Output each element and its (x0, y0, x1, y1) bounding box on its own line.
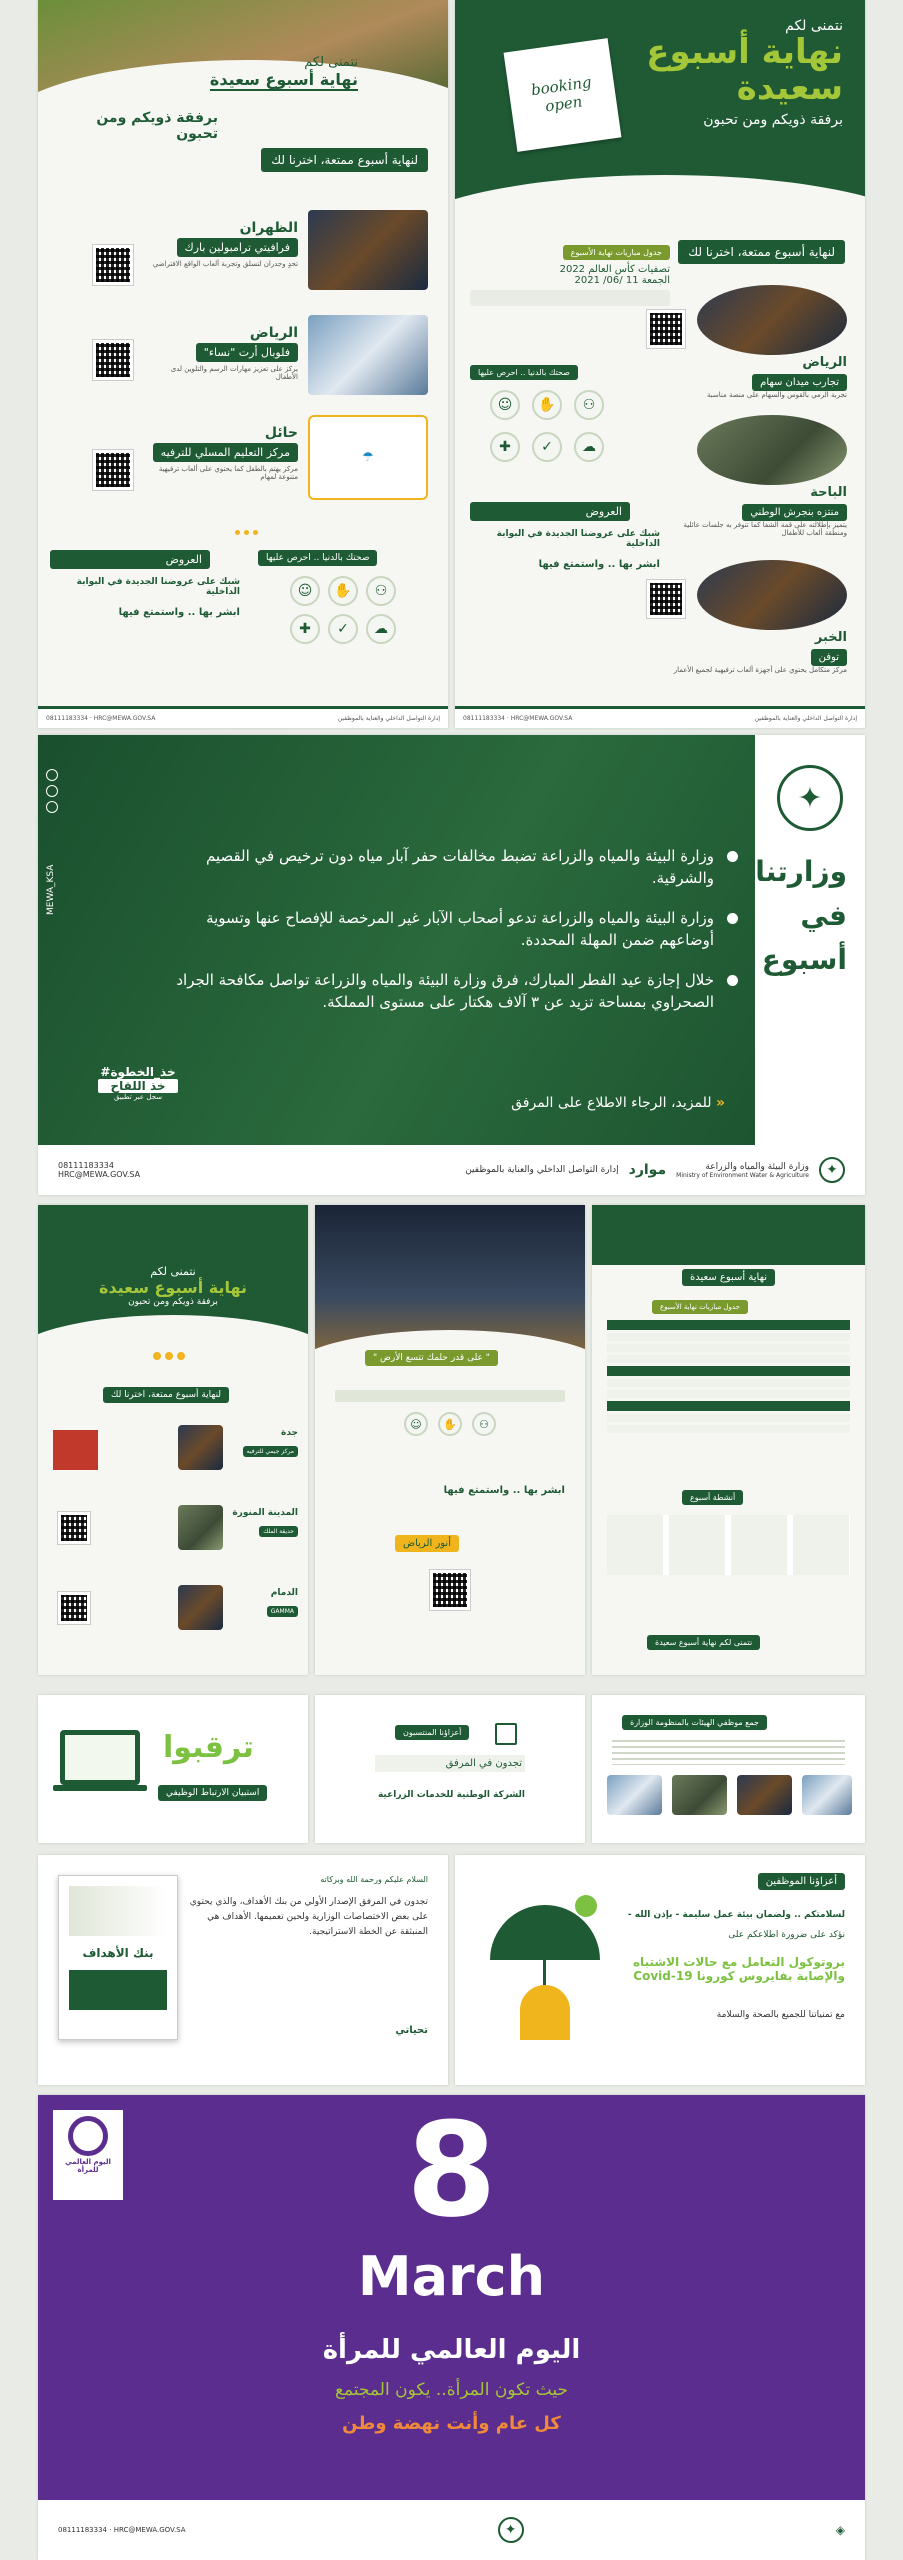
cough-icon: ☁ (574, 432, 604, 462)
label: أعزاؤنا المنتسبون (395, 1725, 469, 1740)
ministry-logo-icon: ✦ (819, 1157, 845, 1183)
march-footer: 08111183334 · HRC@MEWA.GOV.SA ✦ ◈ (38, 2500, 865, 2560)
place-city: جدة (281, 1428, 298, 1438)
greeting: نتمنى لكم (785, 18, 843, 34)
greeting: نتمنى لكم (150, 1265, 196, 1278)
social-handle (42, 765, 62, 965)
place-desc: تحدٍ وجدران لتسلق وتجربة ألعاب الواقع الافتراضي (152, 260, 298, 268)
divider-dots (233, 520, 260, 539)
survey-title: ترقبوا (163, 1730, 254, 1765)
place-photo (697, 415, 847, 485)
place-row (48, 1500, 298, 1570)
offers-section (50, 548, 240, 618)
bullet-icon (727, 975, 738, 986)
section-title: لنهاية أسبوع ممتعة، اخترنا لك (261, 148, 428, 172)
phone: 08111183334 (58, 1161, 114, 1170)
title: نهاية أسبوع سعيدة (98, 1278, 248, 1297)
place-photo (178, 1425, 223, 1470)
place-row (647, 560, 847, 690)
info-lines (612, 1740, 845, 1765)
distance-icon: ⚇ (366, 576, 396, 606)
wish: مع تمنياتنا للجميع بالصحة والسلامة (716, 2010, 845, 2020)
survey-subtitle: استبيان الارتباط الوظيفي (158, 1785, 267, 1801)
weekend-poster-4 (315, 1205, 585, 1675)
place-city: الرياض (249, 325, 298, 341)
handle-text: MEWA_KSA (46, 864, 56, 915)
distance-icon: ⚇ (472, 1412, 496, 1436)
dept: إدارة التواصل الداخلي والعناية بالموظفين (465, 1165, 619, 1175)
laptop-icon (60, 1730, 140, 1785)
title: نهاية أسبوع سعيدة (646, 32, 843, 108)
book-title: بنك الأهداف (82, 1946, 154, 1960)
place-photo (697, 560, 847, 630)
place-city: الرياض (802, 355, 847, 370)
ministry-logo-icon: ✦ (777, 765, 843, 831)
quote: " على قدر حلمك تتسع الأرض " (365, 1350, 498, 1366)
health-title: صحتك بالدنيا .. احرص عليها (258, 550, 377, 566)
qr-code (647, 310, 685, 348)
qr-code (430, 1570, 470, 1610)
place-row (647, 415, 847, 540)
email: HRC@MEWA.GOV.SA (113, 2526, 186, 2534)
cta: ابشر بها .. واستمتع فيها (443, 1485, 565, 1496)
place-name: فرافيتي ترامبولين بارك (177, 238, 298, 257)
label: أعزاؤنا الموظفين (758, 1873, 845, 1890)
qr-code (58, 1592, 90, 1624)
mask-icon: ☺ (404, 1412, 428, 1436)
place-name: مركز جيمي للترفيه (243, 1446, 298, 1457)
photo-2 (672, 1775, 727, 1815)
goals-book (58, 1875, 178, 2040)
sanitizer-icon: ✚ (290, 614, 320, 644)
goals-bank-card (38, 1855, 448, 2085)
place-desc: يتميز بإطلالته على قمة الشفا كما تتوفر به جلسات عائلية ومنطقة ألعاب للأطفال (683, 521, 847, 537)
divider-dots (151, 1345, 187, 1364)
place-desc: مركز يهتم بالطفل كما يحتوي على ألعاب ترفيهية متنوعة لمهام (158, 465, 298, 481)
phone: 08111183334 (46, 715, 88, 722)
place-desc: يركز على تعزيز مهارات الرسم والتلوين لدى الأطفال (170, 365, 298, 381)
email: HRC@MEWA.GOV.SA (58, 1170, 141, 1179)
place-photo (178, 1585, 223, 1630)
distance-icon: ⚇ (574, 390, 604, 420)
ministry-logo-icon: ✦ (498, 2517, 524, 2543)
place-row (58, 315, 428, 405)
subtitle: برفقة ذويكم ومن تحبون (96, 110, 218, 142)
qr-code (93, 245, 133, 285)
ministry-en: Ministry of Environment Water & Agriculture (676, 1171, 809, 1179)
survey-card (38, 1695, 308, 1843)
weekend-poster-2 (455, 0, 865, 728)
place-row (48, 1580, 298, 1650)
weekend-poster-3 (38, 1205, 308, 1675)
announcement-card (315, 1695, 585, 1843)
offers-section (470, 500, 660, 570)
document-icon (495, 1723, 517, 1745)
weekly-banner (38, 735, 865, 1195)
place-row (58, 415, 428, 505)
agencies-card (592, 1695, 865, 1843)
phone: 08111183334 (58, 2526, 107, 2534)
place-photo (178, 1505, 223, 1550)
photo-1 (607, 1775, 662, 1815)
title: اليوم العالمي للمرأة (322, 2335, 581, 2365)
closing: تحياتي (395, 2025, 428, 2036)
day-number: 8 (406, 2095, 497, 2246)
news-item: خلال إجازة عيد الفطر المبارك، فرق وزارة البيئة والمياه والزراعة تواصل مكافحة الجراد الصحراوي بمساحة تزيد عن ٣ آلاف هكتار على مستوى المملكة. (158, 969, 738, 1013)
place-photo (308, 315, 428, 395)
youtube-icon[interactable] (46, 801, 58, 813)
qr-code (93, 340, 133, 380)
place-photo (308, 210, 428, 290)
photo-3 (737, 1775, 792, 1815)
place-desc: تجربة الرمي بالقوس والسهام على منصة مناسبة (707, 391, 847, 399)
match-bar (470, 290, 670, 306)
place-row (48, 1420, 298, 1490)
greeting: السلام عليكم ورحمة الله وبركاته (320, 1875, 428, 1884)
offers-text: شبك على عروضنا الجديدة في البوابة الداخلية (76, 577, 240, 597)
booking-text: booking open (529, 72, 593, 116)
product-box (53, 1430, 98, 1470)
section-title: لنهاية أسبوع ممتعة، اخترنا لك (678, 240, 845, 264)
line1: تجدون في المرفق (375, 1755, 525, 1772)
place-name: توفن (811, 649, 847, 666)
place-name: مركز التعليم المسلي للترفيه (153, 443, 298, 462)
place-city: الباحة (810, 485, 847, 500)
cough-icon: ☁ (366, 614, 396, 644)
greeting: لسلامتكم .. ولضمان بيئة عمل سليمة - بإذن الله - (627, 1910, 845, 1920)
more-link[interactable]: « للمزيد، الرجاء الاطلاع على المرفق (511, 1095, 725, 1111)
protocol: بروتوكول التعامل مع حالات الاشتباه والإصابة بفايروس كورونا Covid-19 (632, 1955, 845, 1983)
phone: 08111183334 (463, 715, 505, 722)
email: HRC@MEWA.GOV.SA (510, 715, 573, 722)
agencies-title: جمع موظفي الهيئات بالمنظومة الوزارة (622, 1715, 767, 1730)
place-photo (697, 285, 847, 355)
news-item: وزارة البيئة والمياه والزراعة تدعو أصحاب الآبار غير المرخصة للإفصاح عنها وتسوية أوضاعهم ضمن المهلة المحددة. (158, 907, 738, 951)
womens-day-poster (38, 2095, 865, 2560)
health-section (258, 545, 433, 644)
place-desc: مركز متكامل يحتوي على أجهزة ألعاب ترفيهية لجميع الأعمار (673, 666, 847, 674)
title-line: في (800, 899, 847, 932)
worldcup-sub: تصفيات كأس العالم 2022 (559, 264, 670, 275)
banner-title (755, 850, 847, 982)
instagram-icon[interactable] (46, 785, 58, 797)
sanitizer-icon: ✚ (490, 432, 520, 462)
double-chevron-icon: « (715, 1095, 725, 1111)
cinema-name: أنور الرياض (395, 1535, 459, 1552)
section-title: لنهاية أسبوع ممتعة، اخترنا لك (103, 1387, 229, 1403)
place-city: الظهران (239, 220, 298, 236)
mask-icon: ☺ (290, 576, 320, 606)
banner-footer (38, 1145, 865, 1195)
covid-protocol-card (455, 1855, 865, 2085)
campaign-hashtag: #خذ_الخطوة (100, 1065, 176, 1079)
place-name: GAMMA (267, 1606, 298, 1617)
place-name: حديقة الملك (259, 1526, 298, 1537)
activities-grid (607, 1515, 850, 1575)
umbrella-illustration (480, 1895, 610, 2045)
offers-text: شبك على عروضنا الجديدة في البوابة الداخلية (496, 529, 660, 549)
wash-hands-icon: ✋ (532, 390, 562, 420)
qr-code (647, 580, 685, 618)
wash-hands-icon: ✋ (438, 1412, 462, 1436)
place-city: الدمام (270, 1588, 298, 1598)
vaccine-campaign (98, 1065, 178, 1101)
body: تجدون في المرفق الإصدار الأولي من بنك الأهداف، والذي يحتوي على بعض الاختصاصات الوزارية ولحين تعميمها. الأهداف هي المنبثقة عن الخطة الاستراتيجية. (189, 1897, 428, 1937)
offers-label: العروض (470, 502, 630, 521)
subtitle: برفقة ذويكم ومن تحبون (703, 112, 843, 128)
virus-icon (575, 1895, 597, 1917)
schedule-title: جدول مباريات نهاية الأسبوع (652, 1300, 748, 1314)
activities-label: أنشطة أسبوع (682, 1490, 743, 1505)
reminder: نؤكد على ضرورة اطلاعكم على (728, 1930, 845, 1940)
title: نهاية أسبوع سعيدة (682, 1269, 775, 1286)
title-line: وزارتنا (755, 855, 847, 888)
health-section (470, 360, 670, 462)
footer-dept: إدارة التواصل الداخلي والعناية بالموظفين (337, 715, 440, 722)
weekend-poster-1 (38, 0, 448, 728)
footer-dept: إدارة التواصل الداخلي والعناية بالموظفين (754, 715, 857, 722)
news-list (158, 845, 738, 1013)
wash-hands-icon: ✋ (328, 576, 358, 606)
brand: موارد (628, 1162, 667, 1178)
line2: الشركة الوطنية للخدمات الزراعية (377, 1790, 525, 1800)
place-row (58, 210, 428, 300)
footer: 08111183334 · HRC@MEWA.GOV.SA إدارة التواصل الداخلي والعناية بالموظفين (455, 706, 865, 728)
title: نهاية أسبوع سعيدة (209, 70, 358, 89)
place-name: فلوبال أرت "نساء" (196, 343, 298, 362)
offers-cta: ابشر بها .. واستمتع فيها (118, 607, 240, 618)
schedule-table (607, 1320, 850, 1470)
worldcup-box (470, 240, 670, 306)
greeting: نتمنى لكم (709, 1255, 748, 1265)
photo-4 (802, 1775, 852, 1815)
closing: نتمنى لكم نهاية أسبوع سعيدة (647, 1635, 760, 1650)
mask-icon: ☺ (490, 390, 520, 420)
offers-label: العروض (50, 550, 210, 569)
booking-note (504, 38, 622, 152)
qr-code (58, 1512, 90, 1544)
badge-text: اليوم العالمي للمرأة (65, 2158, 111, 2174)
email: HRC@MEWA.GOV.SA (93, 715, 156, 722)
subtitle: برفقة ذويكم ومن تحبون (128, 1297, 218, 1307)
place-name: منتزه بنجرش الوطني (742, 504, 847, 521)
twitter-icon[interactable] (46, 769, 58, 781)
health-title: صحتك بالدنيا .. احرص عليها (470, 365, 578, 380)
footer: 08111183334 · HRC@MEWA.GOV.SA إدارة التواصل الداخلي والعناية بالموظفين (38, 706, 448, 728)
month: March (357, 2245, 546, 2308)
news-item: وزارة البيئة والمياه والزراعة تضبط مخالفات حفر آبار مياه دون ترخيص في القصيم والشرقية. (158, 845, 738, 889)
offers-cta: ابشر بها .. واستمتع فيها (538, 559, 660, 570)
weekend-poster-5 (592, 1205, 865, 1675)
worldcup-title: جدول مباريات نهاية الأسبوع (563, 245, 670, 260)
place-logo: ☂ (308, 415, 428, 500)
bullet-icon (727, 851, 738, 862)
campaign-title: خذ اللقاح (98, 1079, 178, 1093)
place-city: المدينة المنورة (232, 1508, 298, 1518)
qr-code (93, 450, 133, 490)
line2: كل عام وأنت نهضة وطن (342, 2413, 561, 2434)
line1: حيث تكون المرأة.. يكون المجتمع (335, 2380, 568, 2400)
place-city: حائل (264, 425, 298, 441)
title-line: أسبوع (761, 943, 847, 976)
greeting: نتمنى لكم (304, 55, 358, 70)
checklist-bar (335, 1390, 565, 1402)
place-city: الخبر (814, 630, 847, 645)
place-row (647, 285, 847, 400)
match-date: الجمعة 11 /06/ 2021 (574, 275, 670, 286)
bullet-icon (727, 913, 738, 924)
check-icon: ✓ (328, 614, 358, 644)
place-name: تجارب ميدان سهام (752, 374, 847, 391)
campaign-sub: سجل عبر تطبيق (113, 1093, 163, 1101)
ministry: وزارة البيئة والمياه والزراعة (705, 1161, 809, 1172)
check-icon: ✓ (532, 432, 562, 462)
